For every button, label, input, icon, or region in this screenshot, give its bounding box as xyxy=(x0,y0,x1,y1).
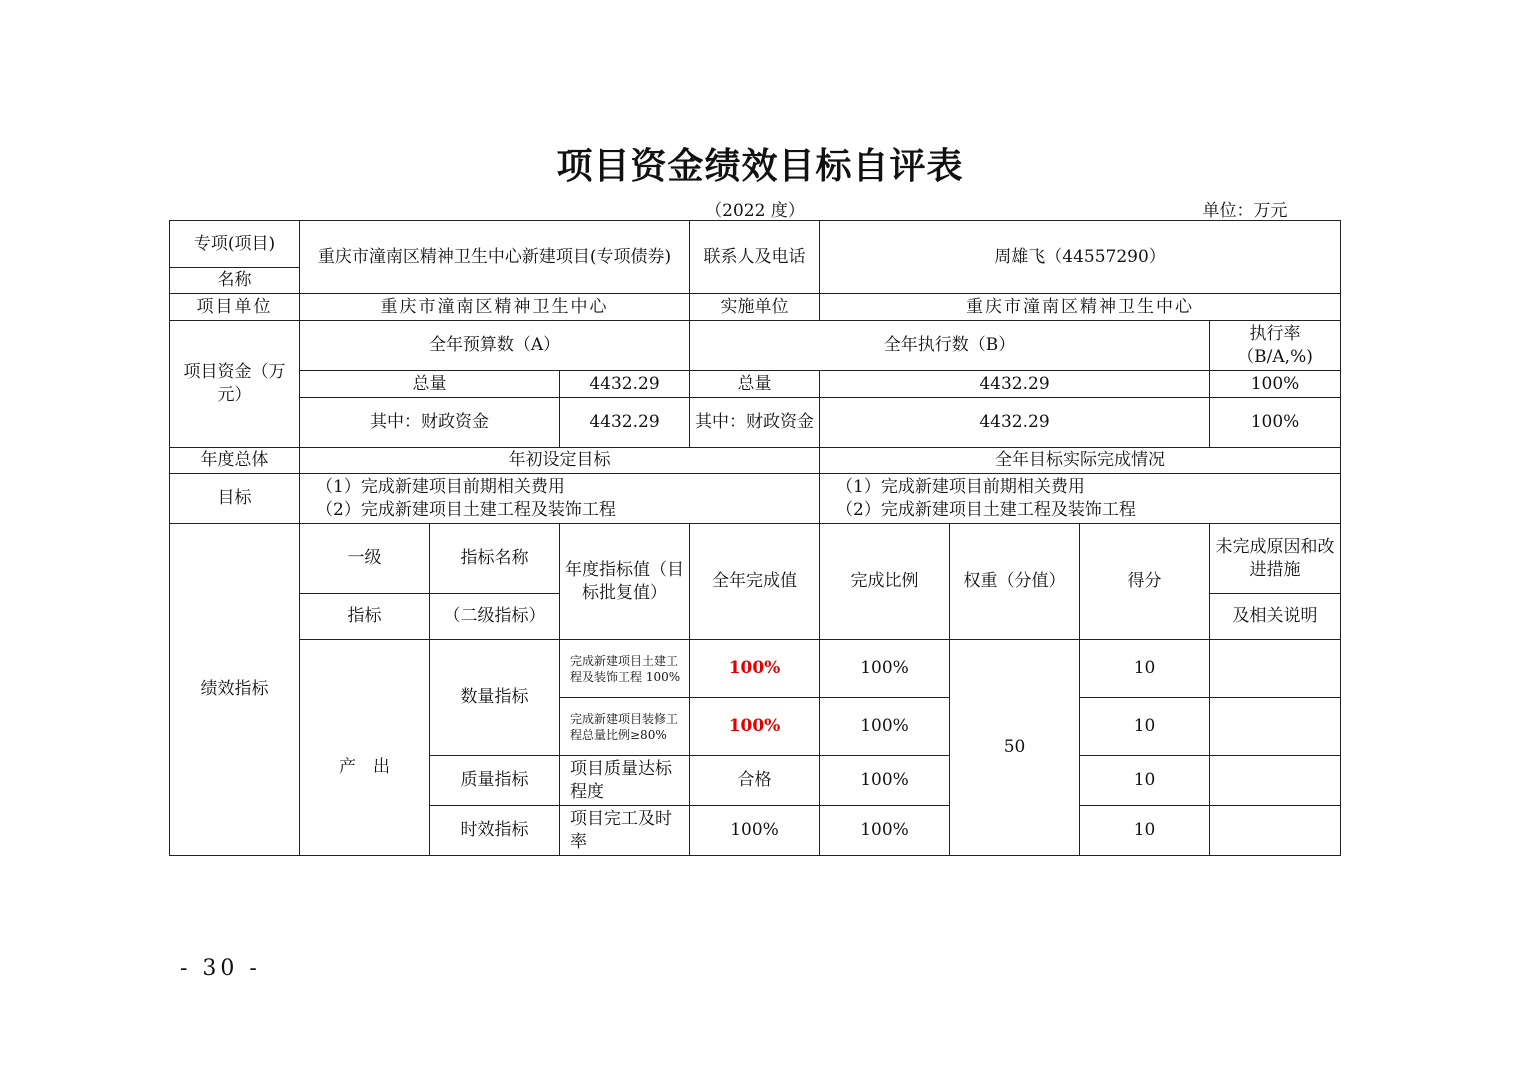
category-timeliness: 时效指标 xyxy=(430,806,560,856)
complete-cell: 100% xyxy=(690,806,820,856)
level-header-1: 一级 xyxy=(300,524,430,594)
reason-header-2: 及相关说明 xyxy=(1210,594,1341,640)
category-quantity: 数量指标 xyxy=(430,640,560,756)
complete-cell: 100% xyxy=(690,640,820,698)
weight-header: 权重（分值） xyxy=(950,524,1080,640)
project-name-label-1: 专项(项目) xyxy=(170,221,300,268)
initial-goal-header: 年初设定目标 xyxy=(300,448,820,474)
weight-cell: 50 xyxy=(950,640,1080,856)
complete-header: 全年完成值 xyxy=(690,524,820,640)
total-rate: 100% xyxy=(1210,371,1341,398)
target-cell: 项目质量达标程度 xyxy=(560,756,690,806)
impl-unit-label: 实施单位 xyxy=(690,294,820,321)
funds-label: 项目资金（万元） xyxy=(170,321,300,448)
fiscal-exec: 4432.29 xyxy=(820,398,1210,448)
name-header-1: 指标名称 xyxy=(430,524,560,594)
project-name-value: 重庆市潼南区精神卫生中心新建项目(专项债券) xyxy=(300,221,690,294)
page-number: - 30 - xyxy=(180,956,261,981)
ratio-header: 完成比例 xyxy=(820,524,950,640)
goals-label-2: 目标 xyxy=(170,474,300,524)
budget-header: 全年预算数（A） xyxy=(300,321,690,371)
name-header-2: （二级指标） xyxy=(430,594,560,640)
fiscal-exec-label: 其中：财政资金 xyxy=(690,398,820,448)
total-exec: 4432.29 xyxy=(820,371,1210,398)
initial-goals xyxy=(300,474,820,524)
reason-header-1: 未完成原因和改进措施 xyxy=(1210,524,1341,594)
actual-goal-2: （2）完成新建项目土建工程及装饰工程 xyxy=(836,499,1136,520)
performance-label: 绩效指标 xyxy=(170,524,300,856)
actual-goal-header: 全年目标实际完成情况 xyxy=(820,448,1341,474)
ratio-cell: 100% xyxy=(820,806,950,856)
fiscal-label: 其中：财政资金 xyxy=(300,398,560,448)
complete-cell: 100% xyxy=(690,698,820,756)
exec-header: 全年执行数（B） xyxy=(690,321,1210,371)
rate-header: 执行率（B/A,%) xyxy=(1210,321,1341,371)
score-cell: 10 xyxy=(1080,756,1210,806)
initial-goal-2: （2）完成新建项目土建工程及装饰工程 xyxy=(316,499,616,520)
total-exec-label: 总量 xyxy=(690,371,820,398)
reason-cell xyxy=(1210,756,1341,806)
impl-unit-value: 重庆市潼南区精神卫生中心 xyxy=(820,294,1341,321)
reason-cell xyxy=(1210,640,1341,698)
category-quality: 质量指标 xyxy=(430,756,560,806)
level-header-2: 指标 xyxy=(300,594,430,640)
level1-output: 产 出 xyxy=(300,640,430,856)
fiscal-rate: 100% xyxy=(1210,398,1341,448)
project-name-label-2: 名称 xyxy=(170,268,300,294)
reason-cell xyxy=(1210,698,1341,756)
ratio-cell: 100% xyxy=(820,640,950,698)
score-cell: 10 xyxy=(1080,640,1210,698)
total-label: 总量 xyxy=(300,371,560,398)
initial-goal-1: （1）完成新建项目前期相关费用 xyxy=(316,476,565,497)
actual-goals xyxy=(820,474,1341,524)
reason-cell xyxy=(1210,806,1341,856)
year-label: （2022 度） xyxy=(705,201,805,221)
target-cell: 完成新建项目土建工程及装饰工程 100% xyxy=(560,640,690,698)
score-header: 得分 xyxy=(1080,524,1210,640)
goals-label-1: 年度总体 xyxy=(170,448,300,474)
target-cell: 完成新建项目装修工程总量比例≥80% xyxy=(560,698,690,756)
project-unit-value: 重庆市潼南区精神卫生中心 xyxy=(300,294,690,321)
self-evaluation-table xyxy=(169,220,1341,856)
contact-value: 周雄飞（44557290） xyxy=(820,221,1341,294)
score-cell: 10 xyxy=(1080,806,1210,856)
ratio-cell: 100% xyxy=(820,756,950,806)
score-cell: 10 xyxy=(1080,698,1210,756)
target-cell: 项目完工及时率 xyxy=(560,806,690,856)
unit-label: 单位：万元 xyxy=(1202,201,1288,221)
ratio-cell: 100% xyxy=(820,698,950,756)
contact-label: 联系人及电话 xyxy=(690,221,820,294)
total-budget: 4432.29 xyxy=(560,371,690,398)
fiscal-budget: 4432.29 xyxy=(560,398,690,448)
page-title: 项目资金绩效目标自评表 xyxy=(556,145,964,187)
complete-cell: 合格 xyxy=(690,756,820,806)
target-header: 年度指标值（目标批复值） xyxy=(560,524,690,640)
actual-goal-1: （1）完成新建项目前期相关费用 xyxy=(836,476,1085,497)
project-unit-label: 项目单位 xyxy=(170,294,300,321)
